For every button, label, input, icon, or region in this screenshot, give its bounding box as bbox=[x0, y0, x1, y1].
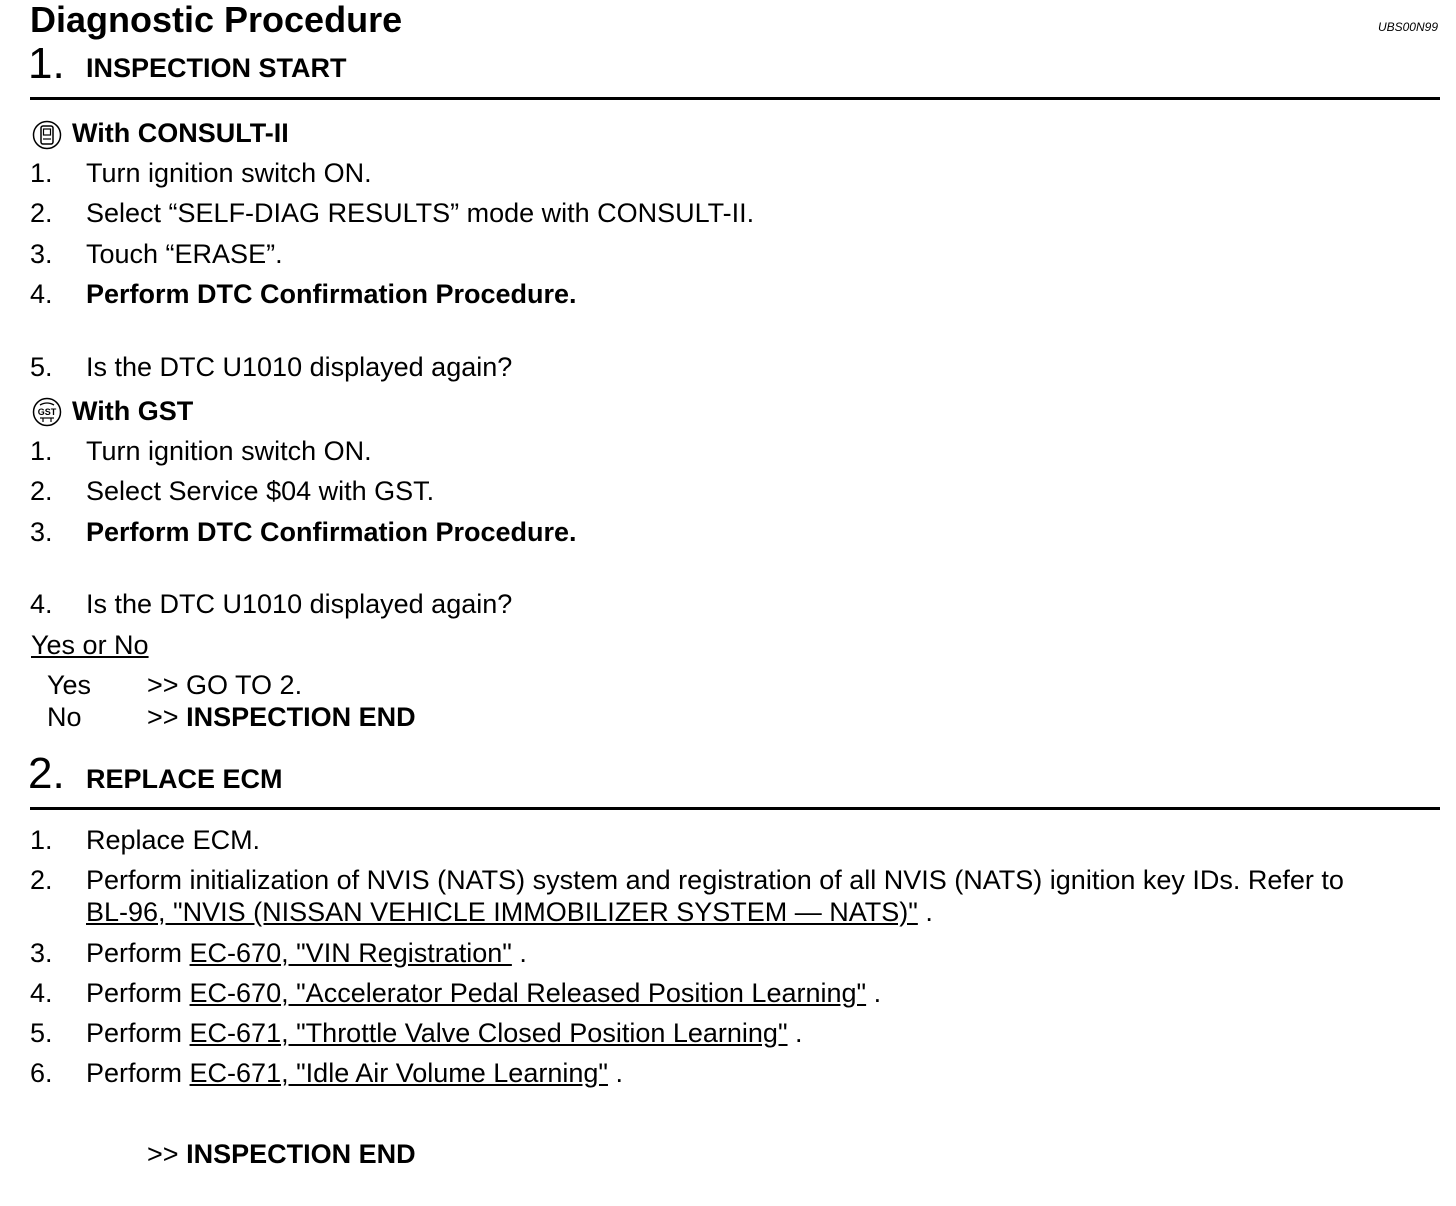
list-item: 5. Perform EC-671, "Throttle Valve Closed Position Learning" . bbox=[30, 1018, 803, 1048]
list-item: 3. Perform DTC Confirmation Procedure. bbox=[30, 517, 577, 547]
dtc-confirmation-procedure: Perform DTC Confirmation Procedure. bbox=[86, 517, 577, 547]
step2-number: 2. bbox=[28, 749, 65, 798]
list-item: 1. Replace ECM. bbox=[30, 825, 261, 855]
yes-or-no-heading: Yes or No bbox=[31, 630, 149, 660]
gst-heading: With GST bbox=[72, 396, 194, 426]
reference-link[interactable]: EC-671, "Idle Air Volume Learning" bbox=[189, 1058, 608, 1088]
reference-link[interactable]: EC-670, "VIN Registration" bbox=[189, 938, 512, 968]
reference-link[interactable]: EC-671, "Throttle Valve Closed Position Learning" bbox=[189, 1018, 788, 1048]
reference-link[interactable]: BL-96, "NVIS (NISSAN VEHICLE IMMOBILIZER SYSTEM — NATS)" bbox=[86, 897, 918, 927]
list-item: 2. Select “SELF-DIAG RESULTS” mode with CONSULT-II. bbox=[30, 198, 755, 228]
list-item: 5. Is the DTC U1010 displayed again? bbox=[30, 352, 513, 382]
no-label: No bbox=[47, 702, 82, 732]
step2-divider bbox=[30, 807, 1440, 810]
consult-ii-icon bbox=[32, 120, 62, 150]
list-item: 4. Is the DTC U1010 displayed again? bbox=[30, 589, 513, 619]
step2-title: REPLACE ECM bbox=[86, 764, 283, 794]
document-id: UBS00N99 bbox=[1377, 20, 1438, 34]
list-item: 2. Perform initialization of NVIS (NATS) system and registration of all NVIS (NATS) ignition key IDs. Refer to BL-96, "NVIS (NISSAN VEHICLE IMMOBILIZER SYSTEM — NATS)" . bbox=[30, 865, 1344, 927]
step1-divider bbox=[30, 97, 1440, 100]
reference-link[interactable]: EC-670, "Accelerator Pedal Released Position Learning" bbox=[189, 978, 867, 1008]
step1-title: INSPECTION START bbox=[86, 53, 347, 83]
page-title: Diagnostic Procedure bbox=[30, 0, 403, 40]
list-item: 3. Touch “ERASE”. bbox=[30, 239, 283, 269]
list-item: 1. Turn ignition switch ON. bbox=[30, 158, 372, 188]
yes-action: >> GO TO 2. bbox=[147, 670, 303, 700]
list-item: 3. Perform EC-670, "VIN Registration" . bbox=[30, 938, 527, 968]
list-item: 6. Perform EC-671, "Idle Air Volume Learning" . bbox=[30, 1058, 623, 1088]
list-item: 4. Perform EC-670, "Accelerator Pedal Released Position Learning" . bbox=[30, 978, 882, 1008]
final-action: >> INSPECTION END bbox=[147, 1139, 416, 1169]
list-item: 2. Select Service $04 with GST. bbox=[30, 476, 435, 506]
consult-heading: With CONSULT-II bbox=[72, 118, 289, 148]
list-item: 1. Turn ignition switch ON. bbox=[30, 436, 372, 466]
dtc-confirmation-procedure: Perform DTC Confirmation Procedure. bbox=[86, 279, 577, 309]
yes-label: Yes bbox=[47, 670, 92, 700]
svg-text:GST: GST bbox=[37, 407, 57, 417]
no-action: >> INSPECTION END bbox=[147, 702, 416, 732]
step1-number: 1. bbox=[28, 39, 65, 88]
gst-icon bbox=[32, 397, 62, 427]
list-item: 4. Perform DTC Confirmation Procedure. bbox=[30, 279, 577, 309]
